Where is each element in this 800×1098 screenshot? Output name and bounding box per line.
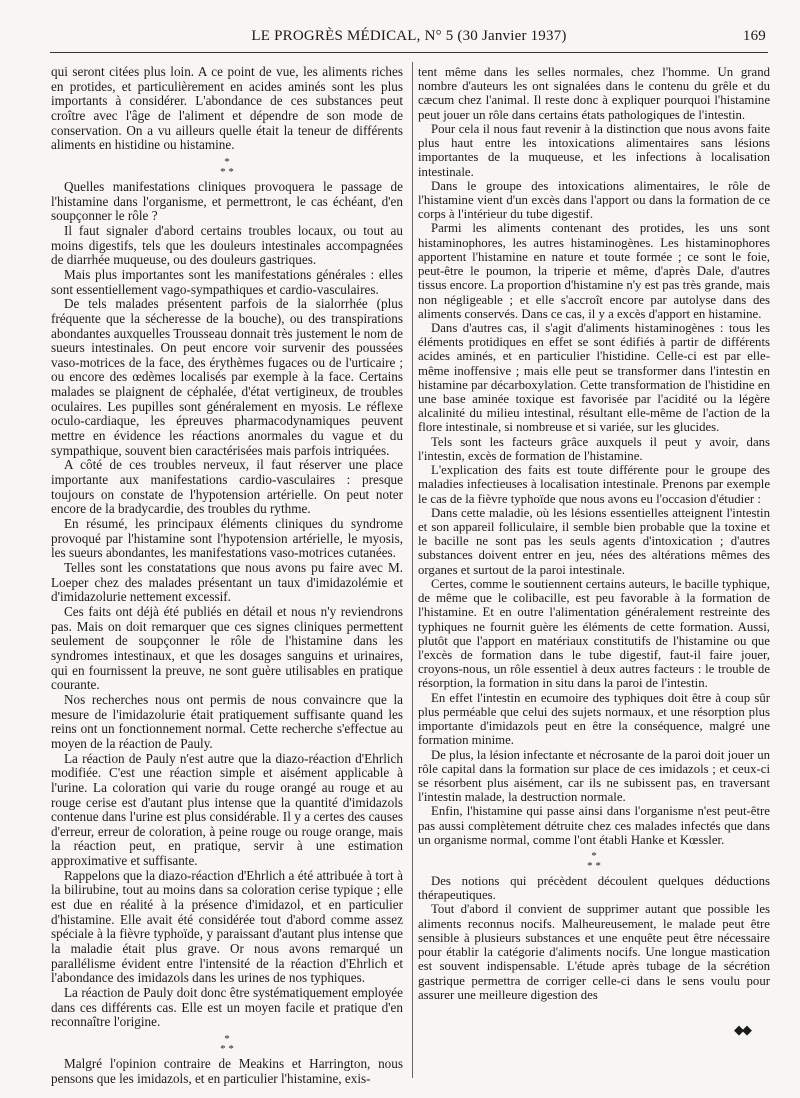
paragraph: Certes, comme le soutiennent certains auteurs, le bacille typhique, de même que le colibacille, est peu favorable à la formation de l'histamine. Et en outre l'alimentation généralement restreinte des typhiques ne fournit guère les éléments de cette formation. Aussi, plutôt que l'apport en matériaux constitutifs de l'histamine ou que l'excès de formation dans le tube digestif, faut-il faire jouer, croyons-nous, un rôle essentiel à deux autres facteurs : le trouble de résorption, la formation in situ dans la paroi de l'intestin. [418, 576, 770, 691]
paragraph: La réaction de Pauly n'est autre que la diazo-réaction d'Ehrlich modifiée. C'est une réaction simple et aisément applicable à l'urine. La coloration qui varie du rouge orangé au rouge et au rouge cerise est d'autant plus intense que la quantité d'imidazols contenue dans l'urine est plus considérable. Il y a certes des causes d'erreur, erreur de coloration, à peine rouge ou rouge orange, mais la réaction peut, en pratique, servir à une estimation approximative et suffisante. [51, 750, 403, 869]
end-ornament: ◆◆ [734, 1022, 750, 1037]
left-column [51, 65, 403, 1086]
paragraph: Quelles manifestations cliniques provoquera le passage de l'histamine dans l'organisme, et permettront, le cas échéant, d'en soupçonner le rôle ? [51, 178, 403, 224]
page-number: 169 [742, 28, 766, 44]
running-header [52, 28, 766, 50]
paragraph: Parmi les aliments contenant des protides, les uns sont histaminophores, les autres histaminogènes. Les histaminophores apportent l'histamine en nature et toute formée ; ce sont le foie, peut-être le poumon, la triperie et même, d'après Dale, d'autres tissus encore. La proportion d'histamine n'y est pas très grande, mais non négligeable ; et elle s'accroît encore par autolyse dans des aliments conservés. Dans ce cas, il y a excès d'apport en histamine. [418, 221, 770, 321]
paragraph: A côté de ces troubles nerveux, il faut réserver une place importante aux manifestations cardio-vasculaires : presque toujours on constate de l'hypotension artérielle. On peut noter encore de la bradycardie, des troubles du rythme. [51, 457, 403, 517]
paragraph: Rappelons que la diazo-réaction d'Ehrlich a été attribuée à tort à la bilirubine, tout au moins dans sa coloration cerise typique ; elle est due en réalité à la présence d'imidazol, et en particulier d'histamine. Elle avait été considérée tout d'abord comme assez spéciale à la fièvre typhoïde, y paraissant d'autant plus intense que la maladie était plus grave. Or nous avons remarqué un parallélisme évident entre l'intensité de la réaction d'Ehrlich et l'abondance des imidazols dans les urines de nos typhiques. [51, 867, 403, 986]
paragraph: De tels malades présentent parfois de la sialorrhée (plus fréquente que la sécheresse de la bouche), ou des transpirations abondantes auxquelles Trousseau donnait très justement le nom de sueurs intestinales. On peut encore voir survenir des poussées vaso-motrices de la face, des érythèmes fugaces ou de l'urticaire ; ou encore des œdèmes localisés par exemple à la face. Certains malades se plaignent de céphalée, d'état vertigineux, de troubles oculaires. Les pupilles sont généralement en myosis. Le réflexe oculo-cardiaque, les épreuves pharmacodynamiques peuvent mettre en évidence les réactions anormales du vague et du sympathique, souvent bien caractérisées mais parfois intriquées. [51, 296, 403, 458]
paragraph: Il faut signaler d'abord certains troubles locaux, ou tout au moins digestifs, tels que les douleurs intestinales accompagnées de diarrhée muqueuse, ou des douleurs gastriques. [51, 222, 403, 268]
section-separator-asterism: * * * [587, 850, 601, 873]
paragraph: Dans d'autres cas, il s'agit d'aliments histaminogènes : tous les éléments protidiques en effet se sont édifiés à partir de différents acides aminés, et en particulier l'histidine. Celle-ci est par elle-même inoffensive ; mais elle peut se transformer dans l'intestin en histamine par décarboxylation. Cette transformation de l'histidine en une base aminée toxique est favorisée par l'acidité ou la légère alcalinité du milieu intestinal, résultant elle-même de l'action de la flore intestinale, si nombreuse et si variée, sur les glucides. [418, 320, 770, 435]
paragraph: Mais plus importantes sont les manifestations générales : elles sont essentiellement vago-sympathiques et cardio-vasculaires. [51, 266, 403, 297]
right-column [418, 65, 770, 1002]
paragraph: Tels sont les facteurs grâce auxquels il peut y avoir, dans l'intestin, excès de formation de l'histamine. [418, 434, 770, 463]
paragraph: L'explication des faits est toute différente pour le groupe des maladies infectieuses à localisation intestinale. Prenons par exemple le cas de la fièvre typhoïde que nous avons eu l'occasion d'étudier : [418, 463, 770, 506]
paragraph: Dans cette maladie, où les lésions essentielles atteignent l'intestin et son appareil folliculaire, il semble bien probable que la toxine et le bacille ne sont pas les seuls agents d'intoxication ; d'autres substances doivent entrer en jeu, nées des altérations mêmes des organes et surtout de la paroi intestinale. [418, 505, 770, 577]
journal-title: LE PROGRÈS MÉDICAL, N° 5 (30 Janvier 1937) [251, 28, 567, 44]
paragraph: En effet l'intestin en ecumoire des typhiques doit être à coup sûr plus perméable que celui des sujets normaux, et une résorption plus importante d'imidazols peut en être la conséquence, malgré une formation minime. [418, 690, 770, 748]
header-rule [50, 52, 768, 53]
paragraph: Enfin, l'histamine qui passe ainsi dans l'organisme n'est peut-être pas aussi complètement détruite chez ces malades infectés que dans un organisme normal, comme l'ont établi Hanke et Kœssler. [418, 804, 770, 847]
column-divider [412, 62, 413, 1078]
paragraph: qui seront citées plus loin. A ce point de vue, les aliments riches en protides, et particulièrement en acides aminés sont les plus importants à considérer. L'abondance de ces substances peut croître avec l'âge de l'aliment et dépendre de son mode de conservation. On a vu ailleurs quelle était la teneur de différents aliments en histidine ou histamine. [51, 64, 403, 153]
paragraph: Telles sont les constatations que nous avons pu faire avec M. Loeper chez des malades présentant un taux d'imidazolémie et d'imidazolurie nettement excessif. [51, 560, 403, 605]
paragraph: Ces faits ont déjà été publiés en détail et nous n'y reviendrons pas. Mais on doit remarquer que ces signes cliniques permettent seulement de soupçonner le rôle de l'histamine dans les syndromes intestinaux, et que les dosages sanguins et urinaires, qui en fournissent la preuve, ne sont guère utilisables en pratique courante. [51, 603, 403, 693]
paragraph: Des notions qui précèdent découlent quelques déductions thérapeutiques. [418, 874, 770, 903]
paragraph: Nos recherches nous ont permis de nous convaincre que la mesure de l'imidazolurie était pratiquement suffisante quand les reins ont un fonctionnement normal. Cette recherche s'effectue au moyen de la réaction de Pauly. [51, 691, 403, 751]
paragraph: tent même dans les selles normales, chez l'homme. Un grand nombre d'auteurs les ont signalées dans le contenu du grêle et du cæcum chez l'animal. Il reste donc à expliquer pourquoi l'histamine peut jouer un rôle dans certains états pathologiques de l'intestin. [418, 65, 770, 122]
paragraph: Tout d'abord il convient de supprimer autant que possible les aliments reconnus nocifs. Malheureusement, le malade peut être sensible à plusieurs substances et une enquête peut être nécessaire pour établir la catégorie d'aliments nocifs. Une longue mastication est souvent indispensable. L'étude après tubage de la sécrétion gastrique permettra de corriger celle-ci dans le sens voulu pour assurer une meilleure digestion des [418, 902, 770, 1002]
paragraph: De plus, la lésion infectante et nécrosante de la paroi doit jouer un rôle capital dans la formation sur place de ces imidazols ; et ceux-ci se résorbent plus aisément, car ils ne subissent pas, en traversant l'intestin malade, la destruction normale. [418, 747, 770, 805]
paragraph: En résumé, les principaux éléments cliniques du syndrome provoqué par l'histamine sont l'hypotension artérielle, le myosis, les sueurs abondantes, les manifestations vaso-motrices cutanées. [51, 516, 403, 561]
paragraph: Pour cela il nous faut revenir à la distinction que nous avons faite plus haut entre les intoxications alimentaires sans lésions importantes de la muqueuse, et les infections à localisation intestinale. [418, 121, 770, 179]
section-separator-asterism: * * * [220, 1033, 234, 1055]
paragraph: Dans le groupe des intoxications alimentaires, le rôle de l'histamine vient d'un excès dans l'apport ou dans la formation de ce corps à l'intérieur du tube digestif. [418, 178, 770, 222]
section-separator-asterism: * * * [220, 155, 234, 178]
paragraph: La réaction de Pauly doit donc être systématiquement employée dans ces différents cas. Elle est un moyen facile et pratique d'en reconnaître l'origine. [51, 985, 403, 1030]
paragraph: Malgré l'opinion contraire de Meakins et Harrington, nous pensons que les imidazols, et en particulier l'histamine, exis- [51, 1056, 403, 1086]
